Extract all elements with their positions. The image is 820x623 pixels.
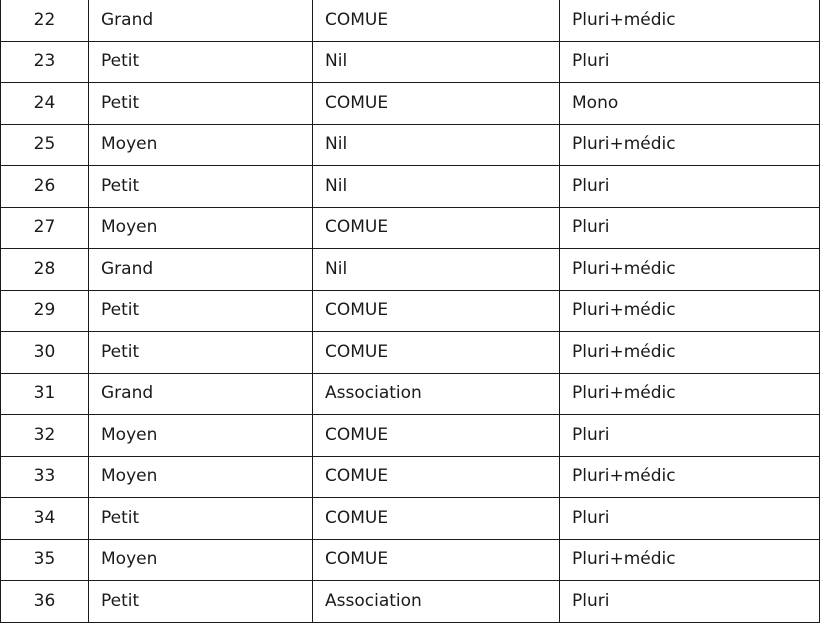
table-row — [1, 332, 820, 374]
table-row — [1, 83, 820, 125]
size-cell: Moyen — [89, 456, 313, 498]
table-row — [1, 539, 820, 581]
structure-cell: Nil — [313, 124, 560, 166]
size-cell: Grand — [89, 373, 313, 415]
size-cell: Petit — [89, 83, 313, 125]
structure-cell: COMUE — [313, 332, 560, 374]
size-cell: Moyen — [89, 415, 313, 457]
size-cell: Petit — [89, 41, 313, 83]
structure-cell: COMUE — [313, 539, 560, 581]
structure-cell: Association — [313, 373, 560, 415]
structure-cell: COMUE — [313, 207, 560, 249]
row-number-cell: 29 — [1, 290, 89, 332]
size-cell: Moyen — [89, 539, 313, 581]
row-number-cell: 32 — [1, 415, 89, 457]
structure-cell: COMUE — [313, 456, 560, 498]
discipline-cell: Pluri — [560, 498, 820, 540]
discipline-cell: Mono — [560, 83, 820, 125]
structure-cell: Nil — [313, 41, 560, 83]
table-row — [1, 498, 820, 540]
row-number-cell: 30 — [1, 332, 89, 374]
table-row — [1, 41, 820, 83]
table-row — [1, 581, 820, 623]
size-cell: Petit — [89, 166, 313, 208]
table-row — [1, 166, 820, 208]
table-row — [1, 124, 820, 166]
table-row — [1, 373, 820, 415]
row-number-cell: 24 — [1, 83, 89, 125]
structure-cell: COMUE — [313, 83, 560, 125]
row-number-cell: 31 — [1, 373, 89, 415]
table-row — [1, 207, 820, 249]
discipline-cell: Pluri — [560, 415, 820, 457]
row-number-cell: 22 — [1, 0, 89, 41]
discipline-cell: Pluri — [560, 41, 820, 83]
size-cell: Moyen — [89, 207, 313, 249]
structure-cell: COMUE — [313, 290, 560, 332]
structure-cell: Association — [313, 581, 560, 623]
row-number-cell: 36 — [1, 581, 89, 623]
structure-cell: COMUE — [313, 498, 560, 540]
discipline-cell: Pluri+médic — [560, 373, 820, 415]
row-number-cell: 28 — [1, 249, 89, 291]
table-row — [1, 249, 820, 291]
size-cell: Petit — [89, 332, 313, 374]
discipline-cell: Pluri+médic — [560, 0, 820, 41]
table-row — [1, 0, 820, 41]
row-number-cell: 26 — [1, 166, 89, 208]
discipline-cell: Pluri+médic — [560, 124, 820, 166]
size-cell: Petit — [89, 290, 313, 332]
structure-cell: COMUE — [313, 0, 560, 41]
row-number-cell: 35 — [1, 539, 89, 581]
discipline-cell: Pluri — [560, 207, 820, 249]
row-number-cell: 34 — [1, 498, 89, 540]
row-number-cell: 23 — [1, 41, 89, 83]
row-number-cell: 25 — [1, 124, 89, 166]
size-cell: Petit — [89, 581, 313, 623]
discipline-cell: Pluri+médic — [560, 456, 820, 498]
size-cell: Grand — [89, 0, 313, 41]
size-cell: Grand — [89, 249, 313, 291]
table-body — [1, 0, 820, 622]
row-number-cell: 27 — [1, 207, 89, 249]
discipline-cell: Pluri — [560, 166, 820, 208]
table-row — [1, 415, 820, 457]
table-row — [1, 290, 820, 332]
size-cell: Petit — [89, 498, 313, 540]
discipline-cell: Pluri+médic — [560, 332, 820, 374]
discipline-cell: Pluri+médic — [560, 249, 820, 291]
row-number-cell: 33 — [1, 456, 89, 498]
discipline-cell: Pluri — [560, 581, 820, 623]
discipline-cell: Pluri+médic — [560, 539, 820, 581]
structure-cell: COMUE — [313, 415, 560, 457]
table-row — [1, 456, 820, 498]
discipline-cell: Pluri+médic — [560, 290, 820, 332]
structure-cell: Nil — [313, 249, 560, 291]
structure-cell: Nil — [313, 166, 560, 208]
size-cell: Moyen — [89, 124, 313, 166]
